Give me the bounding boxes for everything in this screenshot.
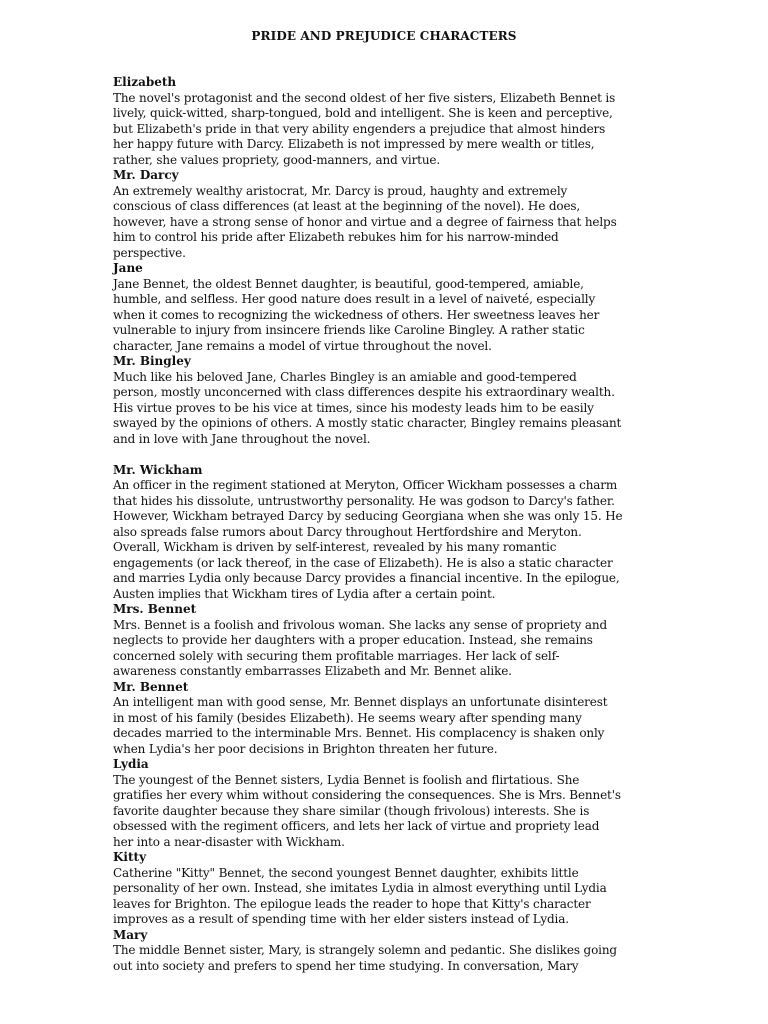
character-section bbox=[113, 447, 658, 602]
description-line: An intelligent man with good sense, Mr. Bennet displays an unfortunate disinterest bbox=[113, 695, 608, 709]
character-heading: Mr. Darcy bbox=[113, 168, 179, 182]
character-heading: Mrs. Bennet bbox=[113, 602, 197, 616]
description-line: character, Jane remains a model of virtue throughout the novel. bbox=[113, 338, 492, 353]
character-heading: Lydia bbox=[113, 757, 149, 771]
description-line: when Lydia's her poor decisions in Brighton threaten her future. bbox=[113, 741, 498, 756]
description-line: decades married to the interminable Mrs. Bennet. His complacency is shaken only bbox=[113, 726, 605, 740]
description-line: Jane Bennet, the oldest Bennet daughter, is beautiful, good-tempered, amiable, bbox=[113, 276, 584, 291]
description-line: Overall, Wickham is driven by self-interest, revealed by his many romantic bbox=[113, 540, 557, 554]
description-line: and marries Lydia only because Darcy provides a financial incentive. In the epilogue, bbox=[113, 571, 620, 585]
description-line: Austen implies that Wickham tires of Lydia after a certain point. bbox=[113, 586, 496, 601]
description-line: lively, quick-witted, sharp-tongued, bold and intelligent. She is keen and perceptive, bbox=[113, 106, 613, 120]
character-heading: Mr. Wickham bbox=[113, 462, 203, 477]
description-line: improves as a result of spending time with her elder sisters instead of Lydia. bbox=[113, 912, 569, 926]
character-heading: Mr. Bennet bbox=[113, 679, 189, 694]
description-line: person, mostly unconcerned with class differences despite his extraordinary wealth. bbox=[113, 385, 615, 399]
description-line: in most of his family (besides Elizabeth). He seems weary after spending many bbox=[113, 710, 582, 725]
description-line: neglects to provide her daughters with a proper education. Instead, she remains bbox=[113, 633, 593, 647]
description-line: him to control his pride after Elizabeth rebukes him for his narrow-minded bbox=[113, 230, 559, 244]
character-section bbox=[113, 850, 658, 928]
character-list bbox=[113, 75, 658, 974]
description-line: personality of her own. Instead, she imitates Lydia in almost everything until Lydia bbox=[113, 881, 607, 895]
page-title: PRIDE AND PREJUDICE CHARACTERS bbox=[251, 29, 517, 43]
character-heading: Elizabeth bbox=[113, 75, 177, 89]
character-section bbox=[113, 354, 658, 447]
character-section bbox=[113, 75, 658, 168]
description-line: out into society and prefers to spend her time studying. In conversation, Mary bbox=[113, 958, 579, 973]
character-section bbox=[113, 928, 658, 975]
description-line: however, have a strong sense of honor and virtue and a degree of fairness that helps bbox=[113, 214, 617, 229]
description-line: rather, she values propriety, good-manners, and virtue. bbox=[113, 152, 441, 167]
character-section bbox=[113, 261, 658, 354]
description-line: but Elizabeth's pride in that very ability engenders a prejudice that almost hinders bbox=[113, 121, 606, 136]
description-line: and in love with Jane throughout the novel. bbox=[113, 431, 371, 446]
character-section bbox=[113, 602, 658, 680]
character-section bbox=[113, 680, 658, 758]
description-line: awareness constantly embarrasses Elizabeth and Mr. Bennet alike. bbox=[113, 664, 512, 678]
description-line: The youngest of the Bennet sisters, Lydia Bennet is foolish and flirtatious. She bbox=[113, 772, 580, 787]
description-line: Much like his beloved Jane, Charles Bingley is an amiable and good-tempered bbox=[113, 369, 577, 384]
character-heading: Kitty bbox=[113, 850, 147, 864]
character-section bbox=[113, 757, 658, 850]
character-section bbox=[113, 168, 658, 261]
description-line: obsessed with the regiment officers, and lets her lack of virtue and propriety lead bbox=[113, 819, 600, 833]
description-line: However, Wickham betrayed Darcy by seducing Georgiana when she was only 15. He bbox=[113, 509, 623, 523]
description-line: conscious of class differences (at least at the beginning of the novel). He does, bbox=[113, 199, 581, 213]
description-line: His virtue proves to be his vice at times, since his modesty leads him to be easily bbox=[113, 400, 594, 415]
character-heading: Jane bbox=[113, 261, 143, 275]
description-line: that hides his dissolute, untrustworthy personality. He was godson to Darcy's father. bbox=[113, 493, 615, 508]
character-heading: Mary bbox=[113, 927, 148, 942]
section-gap bbox=[113, 447, 658, 463]
description-line: An officer in the regiment stationed at Meryton, Officer Wickham possesses a charm bbox=[113, 478, 618, 492]
description-line: perspective. bbox=[113, 245, 186, 260]
description-line: when it comes to recognizing the wickedness of others. Her sweetness leaves her bbox=[113, 307, 600, 322]
description-line: The novel's protagonist and the second oldest of her five sisters, Elizabeth Bennet is bbox=[113, 90, 616, 105]
description-line: her happy future with Darcy. Elizabeth is not impressed by mere wealth or titles, bbox=[113, 137, 595, 151]
description-line: gratifies her every whim without considering the consequences. She is Mrs. Bennet's bbox=[113, 788, 621, 802]
description-line: concerned solely with securing them profitable marriages. Her lack of self- bbox=[113, 648, 560, 663]
description-line: engagements (or lack thereof, in the case of Elizabeth). He is also a static character bbox=[113, 555, 613, 570]
character-heading: Mr. Bingley bbox=[113, 354, 191, 368]
description-line: Mrs. Bennet is a foolish and frivolous woman. She lacks any sense of propriety and bbox=[113, 617, 608, 632]
description-line: swayed by the opinions of others. A mostly static character, Bingley remains pleasant bbox=[113, 416, 622, 430]
description-line: vulnerable to injury from insincere friends like Caroline Bingley. A rather static bbox=[113, 323, 585, 337]
description-line: An extremely wealthy aristocrat, Mr. Darcy is proud, haughty and extremely bbox=[113, 183, 568, 198]
description-line: The middle Bennet sister, Mary, is strangely solemn and pedantic. She dislikes going bbox=[113, 943, 617, 957]
description-line: also spreads false rumors about Darcy throughout Hertfordshire and Meryton. bbox=[113, 524, 582, 539]
description-line: leaves for Brighton. The epilogue leads the reader to hope that Kitty's character bbox=[113, 896, 591, 911]
description-line: Catherine "Kitty" Bennet, the second youngest Bennet daughter, exhibits little bbox=[113, 865, 579, 880]
description-line: humble, and selfless. Her good nature does result in a level of naiveté, especially bbox=[113, 292, 596, 306]
description-line: her into a near-disaster with Wickham. bbox=[113, 834, 345, 849]
description-line: favorite daughter because they share similar (though frivolous) interests. She is bbox=[113, 803, 590, 818]
